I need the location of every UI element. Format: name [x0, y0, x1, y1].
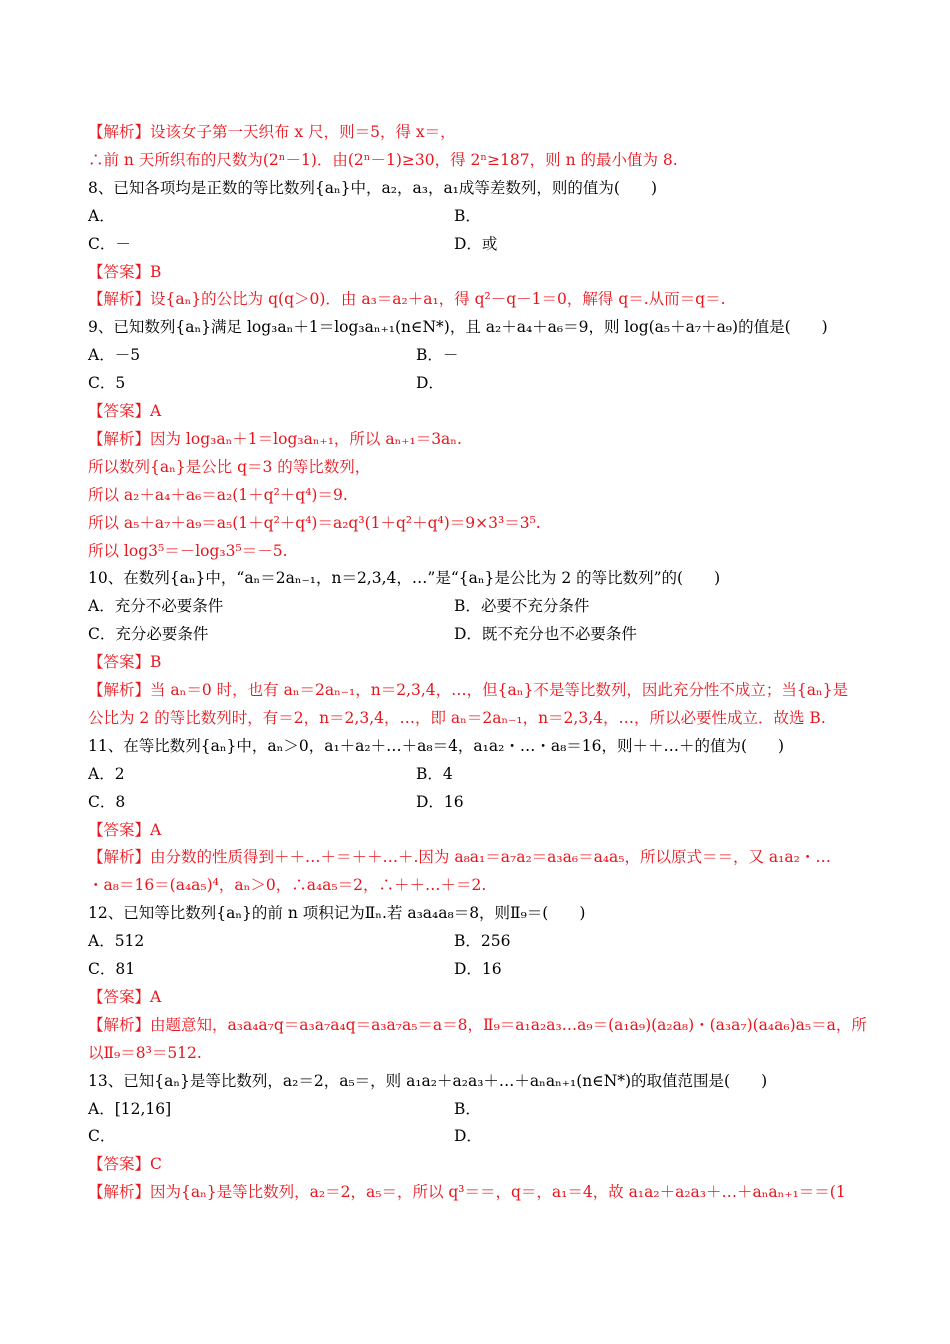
- text-line: 【解析】因为 log₃aₙ＋1＝log₃aₙ₊₁，所以 aₙ₊₁＝3aₙ.: [88, 430, 462, 448]
- option-left: C．－: [88, 235, 131, 253]
- option-left: A．[12,16]: [88, 1100, 172, 1118]
- text-line: 【答案】B: [88, 653, 162, 671]
- option-right: B．4: [416, 765, 453, 783]
- option-right: B．必要不充分条件: [454, 597, 590, 615]
- text-line: 所以 log3⁵＝－log₃3⁵＝－5.: [88, 542, 288, 560]
- text-line: 【答案】A: [88, 402, 162, 420]
- text-line: 9、已知数列{aₙ}满足 log₃aₙ＋1＝log₃aₙ₊₁(n∈N*)，且 a₂＋a₄＋a₆＝9，则 log(a₅＋a₇＋a₉)的值是( ): [88, 318, 828, 336]
- text-line: 12、已知等比数列{aₙ}的前 n 项积记为Ⅱₙ.若 a₃a₄a₈＝8，则Ⅱ₉＝( ): [88, 904, 586, 922]
- option-left: C．充分必要条件: [88, 625, 209, 643]
- option-right: D．: [454, 1127, 482, 1145]
- text-line: 【答案】C: [88, 1155, 162, 1173]
- text-line: 10、在数列{aₙ}中，“aₙ＝2aₙ₋₁，n＝2,3,4，…”是“{aₙ}是公比为 2 的等比数列”的( ): [88, 569, 721, 587]
- option-right: D．16: [416, 793, 464, 811]
- text-line: 【解析】当 aₙ＝0 时，也有 aₙ＝2aₙ₋₁，n＝2,3,4，…，但{aₙ}不是等比数列，因此充分性不成立；当{aₙ}是: [88, 681, 849, 699]
- option-right: B．: [454, 1100, 481, 1118]
- text-line: 8、已知各项均是正数的等比数列{aₙ}中，a₂，a₃，a₁成等差数列，则的值为( ): [88, 179, 657, 197]
- text-line: 【解析】因为{aₙ}是等比数列，a₂＝2，a₅＝，所以 q³＝＝，q＝，a₁＝4，故 a₁a₂＋a₂a₃＋…＋aₙaₙ₊₁＝＝(1: [88, 1183, 846, 1201]
- text-line: 【解析】设{aₙ}的公比为 q(q＞0)．由 a₃＝a₂＋a₁，得 q²－q－1＝0，解得 q＝.从而＝q＝.: [88, 290, 726, 308]
- option-right: B．256: [454, 932, 511, 950]
- option-right: D．或: [454, 235, 498, 253]
- text-line: 【答案】B: [88, 263, 162, 281]
- option-left: A．2: [88, 765, 125, 783]
- text-line: 所以 a₂＋a₄＋a₆＝a₂(1＋q²＋q⁴)＝9.: [88, 486, 348, 504]
- text-line: 以Ⅱ₉＝8³＝512.: [88, 1044, 202, 1062]
- option-left: A．512: [88, 932, 145, 950]
- text-line: 【解析】由题意知，a₃a₄a₇q＝a₃a₇a₄q＝a₃a₇a₅＝a＝8，Ⅱ₉＝a₁a₂a₃…a₉＝(a₁a₉)(a₂a₈)・(a₃a₇)(a₄a₆)a₅＝a，所: [88, 1016, 867, 1034]
- option-right: D．: [416, 374, 444, 392]
- option-right: D．16: [454, 960, 502, 978]
- text-line: 13、已知{aₙ}是等比数列，a₂＝2，a₅＝，则 a₁a₂＋a₂a₃＋…＋aₙaₙ₊₁(n∈N*)的取值范围是( ): [88, 1072, 768, 1090]
- text-line: 11、在等比数列{aₙ}中，aₙ＞0，a₁＋a₂＋…＋a₈＝4，a₁a₂・…・a₈＝16，则＋＋…＋的值为( ): [88, 737, 785, 755]
- option-right: D．既不充分也不必要条件: [454, 625, 637, 643]
- option-left: A．充分不必要条件: [88, 597, 224, 615]
- text-line: 【答案】A: [88, 988, 162, 1006]
- option-right: B．－: [416, 346, 459, 364]
- option-left: C．5: [88, 374, 126, 392]
- text-line: ∴前 n 天所织布的尺数为(2ⁿ－1)．由(2ⁿ－1)≥30，得 2ⁿ≥187，则 n 的最小值为 8.: [88, 151, 678, 169]
- text-line: 所以 a₅＋a₇＋a₉＝a₅(1＋q²＋q⁴)＝a₂q³(1＋q²＋q⁴)＝9×3³＝3⁵.: [88, 514, 541, 532]
- text-line: 公比为 2 的等比数列时，有＝2，n＝2,3,4，…，即 aₙ＝2aₙ₋₁，n＝2,3,4，…，所以必要性成立．故选 B.: [88, 709, 826, 727]
- text-line: 【解析】设该女子第一天织布 x 尺，则＝5，得 x＝，: [88, 123, 456, 141]
- text-line: 所以数列{aₙ}是公比 q＝3 的等比数列，: [88, 458, 371, 476]
- option-left: C．8: [88, 793, 126, 811]
- text-line: 【解析】由分数的性质得到＋＋…＋＝＋＋…＋.因为 a₈a₁＝a₇a₂＝a₃a₆＝a₄a₅，所以原式＝＝，又 a₁a₂・…: [88, 848, 831, 866]
- option-left: A．: [88, 207, 115, 225]
- option-right: B．: [454, 207, 481, 225]
- option-left: C．: [88, 1127, 116, 1145]
- option-left: A．－5: [88, 346, 141, 364]
- text-line: ・a₈＝16＝(a₄a₅)⁴，aₙ＞0，∴a₄a₅＝2，∴＋＋…＋＝2.: [88, 876, 487, 894]
- text-line: 【答案】A: [88, 821, 162, 839]
- option-left: C．81: [88, 960, 136, 978]
